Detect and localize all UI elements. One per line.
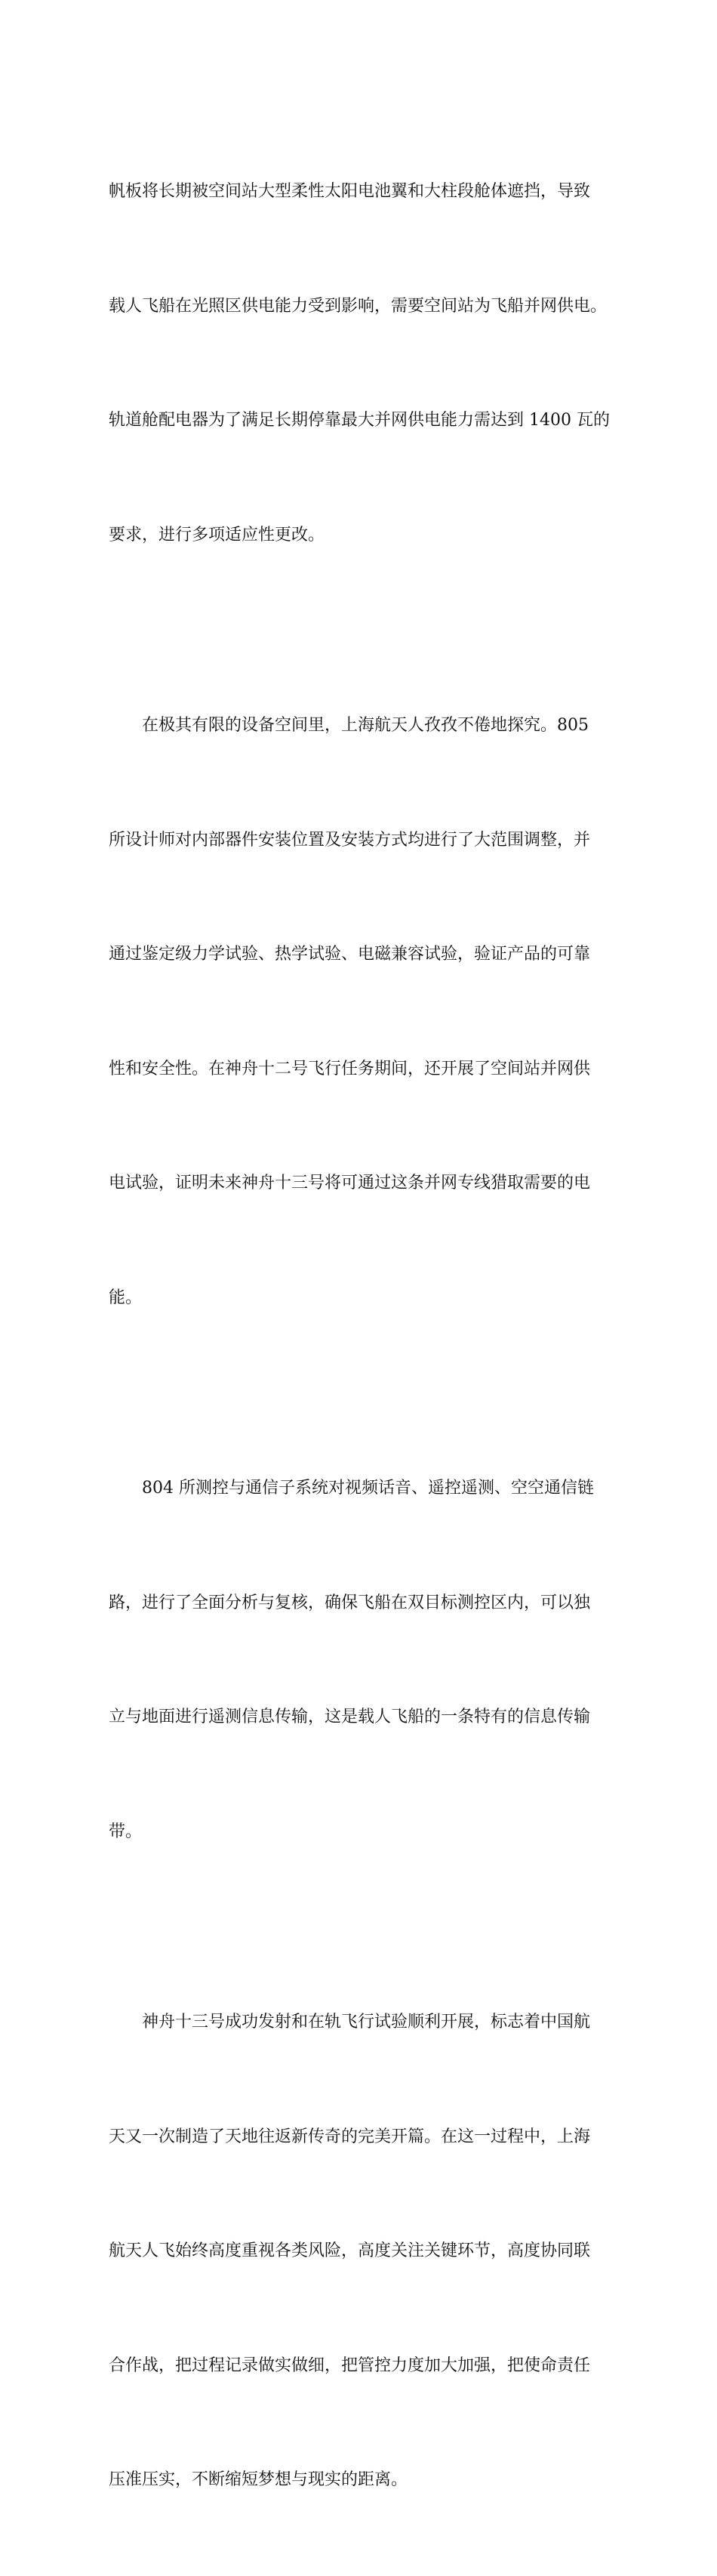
text-line: 轨道舱配电器为了满足长期停靠最大并网供电能力需达到 1400 瓦的 [109, 411, 610, 430]
text-line: 合作战，把过程记录做实做细，把管控力度加大加强，把使命责任 [109, 2355, 591, 2375]
text-line: 航天人飞始终高度重视各类风险，高度关注关键环节，高度协同联 [109, 2241, 591, 2260]
text-line: 804 所测控与通信子系统对视频话音、遥控遥测、空空通信链 [142, 1479, 594, 1498]
text-line: 要求，进行多项适应性更改。 [109, 525, 325, 545]
text-line: 路，进行了全面分析与复核，确保飞船在双目标测控区内，可以独 [109, 1593, 591, 1612]
text-line: 压准压实，不断缩短梦想与现实的距离。 [109, 2470, 408, 2489]
text-line: 能。 [109, 1288, 143, 1307]
text-line: 立与地面进行遥测信息传输，这是载人飞船的一条特有的信息传输 [109, 1708, 591, 1726]
text-line: 天又一次制造了天地往返新传奇的完美开篇。在这一过程中，上海 [109, 2127, 591, 2146]
document-body [109, 97, 616, 2576]
text-line: 电试验，证明未来神舟十三号将可通过这条并网专线猎取需要的电 [109, 1174, 591, 1192]
text-line: 在极其有限的设备空间里，上海航天人孜孜不倦地探究。805 [142, 716, 589, 735]
paragraph-4 [109, 1927, 616, 2576]
text-line: 带。 [109, 1822, 143, 1841]
text-line: 神舟十三号成功发射和在轨飞行试验顺利开展，标志着中国航 [142, 2013, 591, 2031]
paragraph-2 [109, 631, 616, 1393]
text-line: 通过鉴定级力学试验、热学试验、电磁兼容试验，验证产品的可靠 [109, 945, 591, 964]
text-line: 性和安全性。在神舟十二号飞行任务期间，还开展了空间站并网供 [109, 1059, 591, 1078]
text-line: 所设计师对内部器件安装位置及安装方式均进行了大范围调整，并 [109, 830, 591, 850]
text-line: 帆板将长期被空间站大型柔性太阳电池翼和大柱段舱体遮挡，导致 [109, 182, 591, 201]
text-line: 载人飞船在光照区供电能力受到影响，需要空间站为飞船并网供电。 [109, 296, 608, 316]
paragraph-3 [109, 1393, 616, 1927]
paragraph-1 [109, 97, 616, 631]
